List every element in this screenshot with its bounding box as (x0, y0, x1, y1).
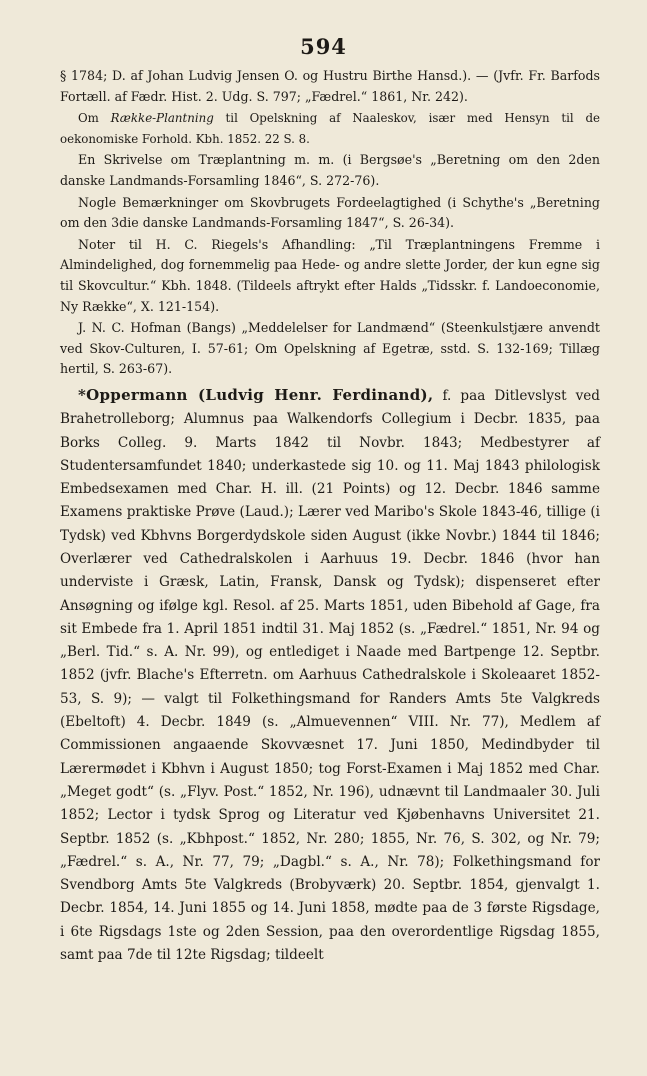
page-number: 594 (300, 34, 347, 59)
paragraph-continuation: § 1784; D. af Johan Ludvig Jensen O. og Hustru Birthe Hansd.). — (Jvfr. Fr. Barfods Fortæll. af Fædr. Hist. 2. Udg. S. 797; „Fædrel.“ 1861, Nr. 242). (60, 68, 600, 104)
paragraph-hofman: J. N. C. Hofman (Bangs) „Meddelelser for Landmænd“ (Steenkulstjære anvendt ved Skov-Culturen, I. 57-61; Om Opelskning af Egetræ, sstd. S. 132-169; Tillæg hertil, S. 263-67). (60, 320, 600, 377)
biography-entry (60, 384, 600, 967)
paragraph-raekke-plantning (60, 108, 600, 149)
paragraph-bemaerkninger: Nogle Bemærkninger om Skovbrugets Fordeelagtighed (i Schythe's „Beretning om den 3die danske Landmands-Forsamling 1847“, S. 26-34). (60, 194, 600, 231)
text-body (60, 66, 600, 981)
work-title: Række-Plantning (110, 111, 214, 126)
entry-headword: *Oppermann (Ludvig Henr. Ferdinand), (78, 385, 434, 404)
entry-text: f. paa Ditlevslyst ved Brahetrolleborg; Alumnus paa Walkendorfs Collegium i Decbr. 1835, paa Borks Colleg. 9. Marts 1842 til Novbr. 1843; Medbestyrer af Studentersamfundet 1840; underkastede sig 10. og 11. Maj 1843 philologisk Embedsexamen med Char. H. ill. (21 Points) og 12. Decbr. 1846 samme Examens praktiske Prøve (Laud.); Lærer ved Maribo's Skole 1843-46, tillige (i Tydsk) ved Kbhvns Borgerdydskole siden August (ikke Novbr.) 1844 til 1846; Overlærer ved Cathedralskolen i Aarhuus 19. Decbr. 1846 (hvor han underviste i Græsk, Latin, Fransk, Dansk og Tydsk); dispenseret efter Ansøgning og ifølge kgl. Resol. af 25. Marts 1851, uden Bibehold af Gage, fra sit Embede fra 1. April 1851 indtil 31. Maj 1852 (s. „Fædrel.“ 1851, Nr. 94 og „Berl. Tid.“ s. A. Nr. 99), og entlediget i Naade med Bartpenge 12. Septbr. 1852 (jvfr. Blache's Efterretn. om Aarhuus Cathedralskole i Skoleaaret 1852-53, S. 9); — valgt til Folkethingsmand for Randers Amts 5te Valgkreds (Ebeltoft) 4. Decbr. 1849 (s. „Almuevennen“ VIII. Nr. 77), Medlem af Commissionen angaaende Skovvæsnet 17. Juni 1850, Medindbyder til Lærermødet i Kbhvn i August 1850; tog Forst-Examen i Maj 1852 med Char. „Meget godt“ (s. „Flyv. Post.“ 1852, Nr. 196), udnævnt til Landmaaler 30. Juli 1852; Lector i tydsk Sprog og Literatur ved Kjøbenhavns Universitet 21. Septbr. 1852 (s. „Kbhpost.“ 1852, Nr. 280; 1855, Nr. 76, S. 302, og Nr. 79; „Fædrel.“ s. A., Nr. 77, 79; „Dagbl.“ s. A., Nr. 78); Folkethingsmand for Svendborg Amts 5te Valgkreds (Brobyværk) 20. Septbr. 1854, gjenvalgt 1. Decbr. 1854, 14. Juni 1855 og 14. Juni 1858, mødte paa de 3 første Rigsdage, i 6te Rigsdags 1ste og 2den Session, paa den overordentlige Rigsdag 1855, samt paa 7de til 12te Rigsdag; tildeelt (60, 387, 601, 964)
paragraph-noter: Noter til H. C. Riegels's Afhandling: „Til Træplantningens Fremme i Almindelighed, dog fornemmelig paa Hede- og andre slette Jorder, der kun egne sig til Skovcultur.“ Kbh. 1848. (Tildeels aftrykt efter Halds „Tidsskr. f. Landoeconomie, Ny Række“, X. 121-154). (60, 236, 600, 314)
paragraph-skrivelse: En Skrivelse om Træplantning m. m. (i Bergsøe's „Beretning om den 2den danske Landmands-Forsamling 1846“, S. 272-76). (60, 152, 600, 188)
paragraph-prefix: Om (78, 111, 111, 126)
paragraph-text: til Opelskning af Naaleskov, især med Hensyn til de oekonomiske Forhold. Kbh. 1852. 22 S. 8. (60, 111, 601, 146)
